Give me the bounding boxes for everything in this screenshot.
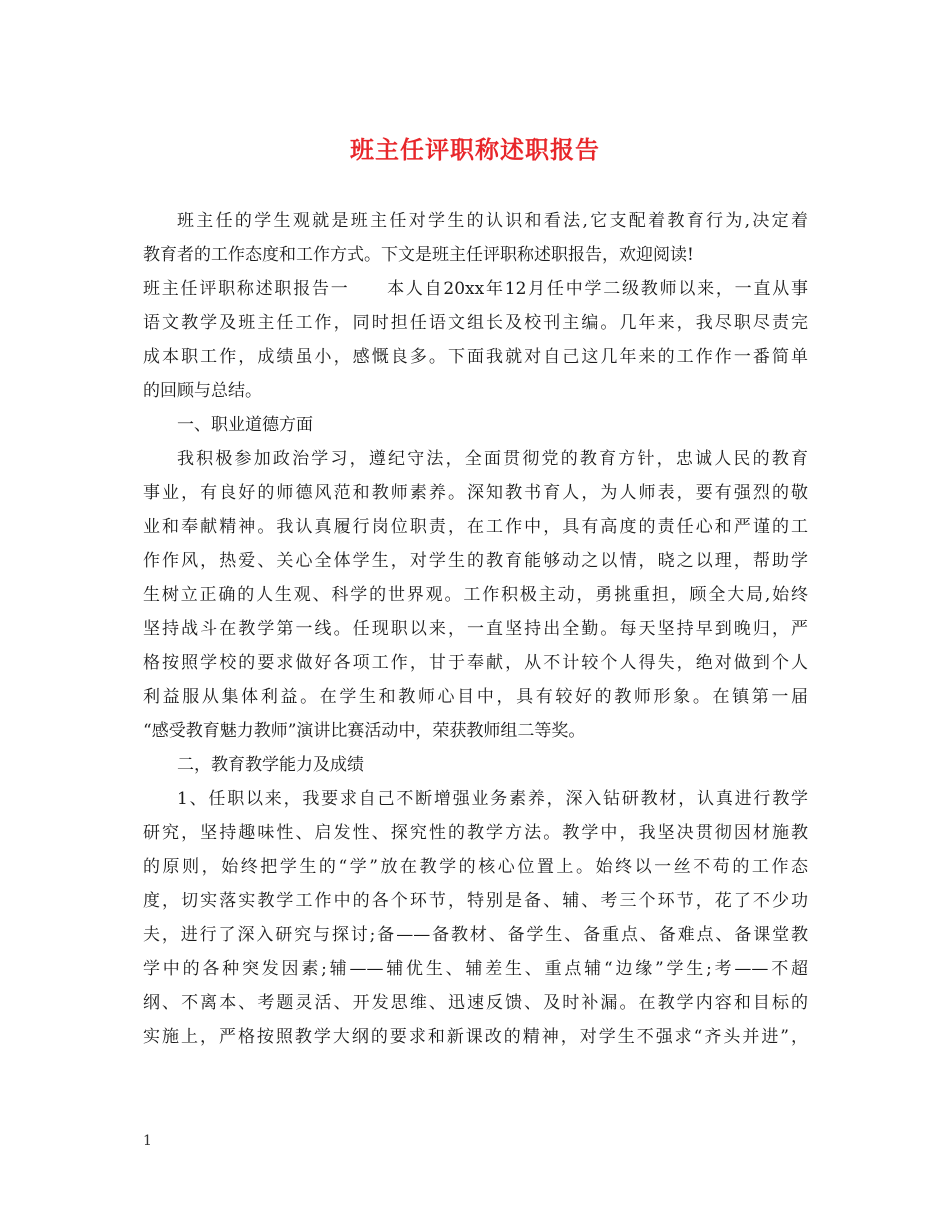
text-line: 班主任的学生观就是班主任对学生的认识和看法,它支配着教育行为,决定着 [177, 211, 808, 231]
document-body [143, 204, 808, 1054]
section-heading: 一、职业道德方面 [177, 415, 313, 435]
text-line: 的回顾与总结。 [143, 381, 262, 401]
text-line: 班主任评职称述职报告一 本人自20xx年12月任中学二级教师以来，一直从事 [143, 279, 808, 299]
text-line: 实施上，严格按照教学大纲的要求和新课改的精神，对学生不强求“齐头并进”， [143, 1027, 808, 1047]
text-line: 学中的各种突发因素;辅——辅优生、辅差生、重点辅“边缘”学生;考——不超 [143, 959, 808, 979]
text-line: “感受教育魅力教师”演讲比赛活动中，荣获教师组二等奖。 [143, 721, 586, 741]
text-line: 语文教学及班主任工作，同时担任语文组长及校刊主编。几年来，我尽职尽责完 [143, 313, 808, 333]
section-heading: 二，教育教学能力及成绩 [177, 755, 364, 775]
text-line: 1、任职以来，我要求自己不断增强业务素养，深入钻研教材，认真进行教学 [177, 789, 808, 809]
text-line: 度，切实落实教学工作中的各个环节，特别是备、辅、考三个环节，花了不少功 [143, 891, 808, 911]
text-line: 利益服从集体利益。在学生和教师心目中，具有较好的教师形象。在镇第一届 [143, 687, 808, 707]
text-line: 夫，进行了深入研究与探讨;备——备教材、备学生、备重点、备难点、备课堂教 [143, 925, 808, 945]
text-line: 的原则，始终把学生的“学”放在教学的核心位置上。始终以一丝不苟的工作态 [143, 857, 808, 877]
page-number: 1 [143, 1133, 152, 1149]
text-line: 教育者的工作态度和工作方式。下文是班主任评职称述职报告，欢迎阅读! [143, 245, 694, 265]
text-line: 纲、不离本、考题灵活、开发思维、迅速反馈、及时补漏。在教学内容和目标的 [143, 993, 808, 1013]
text-line: 格按照学校的要求做好各项工作，甘于奉献，从不计较个人得失，绝对做到个人 [143, 653, 808, 673]
text-line: 研究，坚持趣味性、启发性、探究性的教学方法。教学中，我坚决贯彻因材施教 [143, 823, 808, 843]
text-line: 生树立正确的人生观、科学的世界观。工作积极主动，勇挑重担，顾全大局,始终 [143, 585, 808, 605]
text-line: 成本职工作，成绩虽小，感慨良多。下面我就对自己这几年来的工作作一番简单 [143, 347, 808, 367]
text-line: 坚持战斗在教学第一线。任现职以来，一直坚持出全勤。每天坚持早到晚归，严 [143, 619, 808, 639]
text-line: 事业，有良好的师德风范和教师素养。深知教书育人，为人师表，要有强烈的敬 [143, 483, 808, 503]
text-line: 作作风，热爱、关心全体学生，对学生的教育能够动之以情，晓之以理，帮助学 [143, 551, 808, 571]
text-line: 业和奉献精神。我认真履行岗位职责，在工作中，具有高度的责任心和严谨的工 [143, 517, 808, 537]
document-title: 班主任评职称述职报告 [350, 135, 600, 164]
text-line: 我积极参加政治学习，遵纪守法，全面贯彻党的教育方针，忠诚人民的教育 [177, 449, 808, 469]
